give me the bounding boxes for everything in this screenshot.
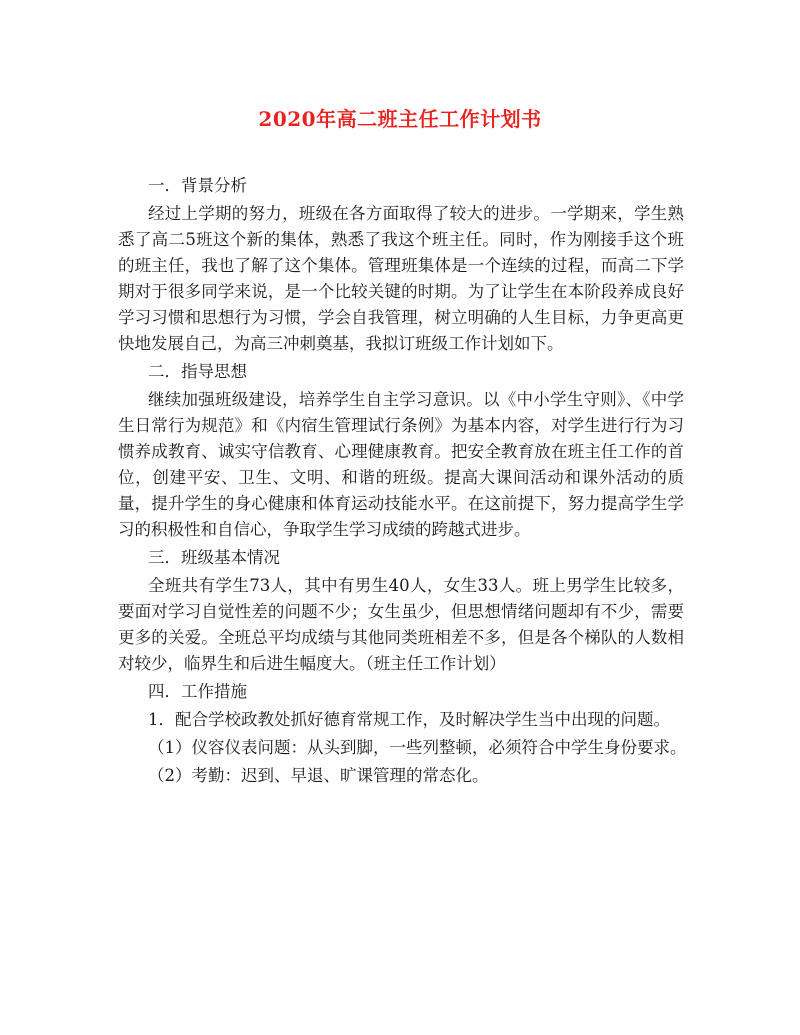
list-item: 1．配合学校政教处抓好德育常规工作，及时解决学生当中出现的问题。: [148, 710, 670, 729]
section-paragraph-guiding-ideology: 继续加强班级建设，培养学生自主学习意识。以《中小学生守则》、《中学生日常行为规范》和《内宿生管理试行条例》为基本内容，对学生进行行为习惯养成教育、诚实守信教育、心理健康教育。把安全教育放在班主任工作的首位，创建平安、卫生、文明、和谐的班级。提高大课间活动和课外活动的质量，提升学生的身心健康和体育运动技能水平。在这前提下，努力提高学生学习的积极性和自信心，争取学生学习成绩的跨越式进步。: [118, 390, 684, 539]
section-paragraph-background: 经过上学期的努力，班级在各方面取得了较大的进步。一学期来，学生熟悉了高二5班这个新的集体，熟悉了我这个班主任。同时，作为刚接手这个班的班主任，我也了解了这个集体。管理班集体是一个连续的过程，而高二下学期对于很多同学来说，是一个比较关键的时期。为了让学生在本阶段养成良好学习习惯和思想行为习惯，学会自我管理，树立明确的人生目标，力争更高更快地发展自己，为高三冲刺奠基，我拟订班级工作计划如下。: [118, 204, 684, 353]
list-item: （2）考勤：迟到、早退、旷课管理的常态化。: [148, 766, 489, 785]
document-title: 2020年高二班主任工作计划书: [258, 107, 542, 131]
document-body: [118, 173, 687, 789]
section-heading-background: 一．背景分析: [148, 176, 247, 195]
section-paragraph-class-situation: 全班共有学生73人，其中有男生40人，女生33人。班上男学生比较多，要面对学习自觉性差的问题不少；女生虽少，但思想情绪问题却有不少，需要更多的关爱。全班总平均成绩与其他同类班相差不多，但是各个梯队的人数相对较少，临界生和后进生幅度大。（班主任工作计划）: [118, 576, 684, 673]
section-heading-guiding-ideology: 二．指导思想: [148, 362, 247, 381]
section-heading-class-situation: 三．班级基本情况: [148, 548, 280, 567]
list-item: （1）仪容仪表问题：从头到脚，一些列整顿，必须符合中学生身份要求。: [148, 738, 687, 757]
section-heading-work-measures: 四．工作措施: [148, 682, 247, 701]
